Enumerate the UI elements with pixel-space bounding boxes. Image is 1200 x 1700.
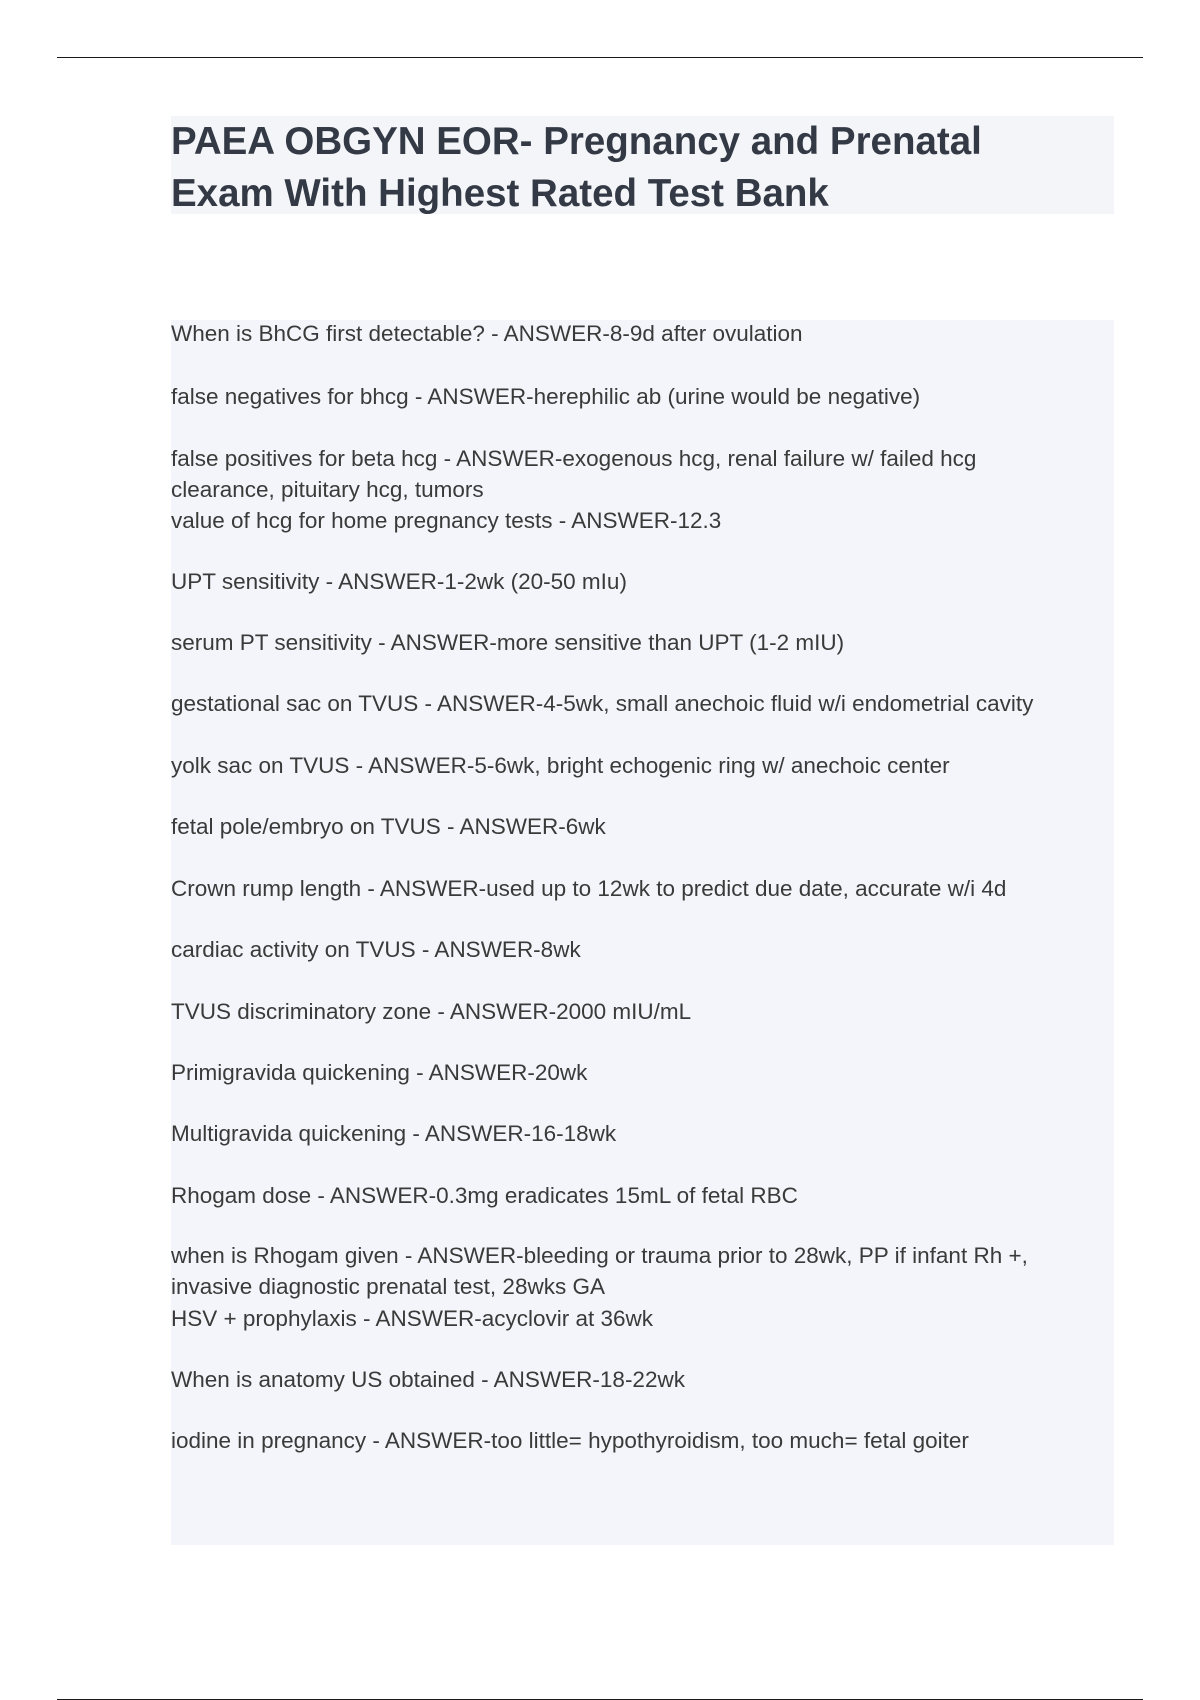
qa-item	[171, 688, 1114, 719]
qa-item-line: UPT sensitivity - ANSWER-1-2wk (20-50 mIu)	[171, 569, 627, 594]
qa-item	[171, 1118, 1114, 1149]
qa-item	[171, 996, 1114, 1027]
qa-item-line: When is BhCG first detectable? - ANSWER-8-9d after ovulation	[171, 321, 803, 346]
qa-item-line: iodine in pregnancy - ANSWER-too little= hypothyroidism, too much= fetal goiter	[171, 1428, 969, 1453]
qa-item-line: fetal pole/embryo on TVUS - ANSWER-6wk	[171, 814, 606, 839]
title-line-2: Exam With Highest Rated Test Bank	[171, 172, 829, 215]
qa-item-line: clearance, pituitary hcg, tumors	[171, 477, 484, 502]
qa-item-line: false negatives for bhcg - ANSWER-herephilic ab (urine would be negative)	[171, 384, 921, 409]
document-title	[171, 116, 1114, 220]
qa-item	[171, 627, 1114, 658]
qa-item-line: HSV + prophylaxis - ANSWER-acyclovir at 36wk	[171, 1306, 654, 1331]
qa-item	[171, 381, 1114, 412]
qa-item	[171, 566, 1114, 597]
document-title-block	[171, 116, 1114, 214]
qa-item-line: TVUS discriminatory zone - ANSWER-2000 mIU/mL	[171, 999, 692, 1024]
qa-item-line: gestational sac on TVUS - ANSWER-4-5wk, small anechoic fluid w/i endometrial cavity	[171, 691, 1034, 716]
qa-item-line: cardiac activity on TVUS - ANSWER-8wk	[171, 937, 581, 962]
qa-item-line: yolk sac on TVUS - ANSWER-5-6wk, bright echogenic ring w/ anechoic center	[171, 753, 950, 778]
qa-item-line: invasive diagnostic prenatal test, 28wks GA	[171, 1274, 605, 1299]
qa-item	[171, 443, 1114, 505]
qa-item-line: Primigravida quickening - ANSWER-20wk	[171, 1060, 588, 1085]
qa-item-line: Multigravida quickening - ANSWER-16-18wk	[171, 1121, 617, 1146]
qa-item	[171, 1425, 1114, 1456]
qa-item	[171, 873, 1114, 904]
qa-item	[171, 505, 1114, 536]
qa-item	[171, 811, 1114, 842]
qa-item-line: when is Rhogam given - ANSWER-bleeding or trauma prior to 28wk, PP if infant Rh +,	[171, 1243, 1028, 1268]
qa-item	[171, 1180, 1114, 1211]
qa-item	[171, 934, 1114, 965]
qa-item	[171, 1303, 1114, 1334]
title-line-1: PAEA OBGYN EOR- Pregnancy and Prenatal	[171, 120, 982, 163]
top-rule	[57, 57, 1143, 58]
qa-item-line: When is anatomy US obtained - ANSWER-18-22wk	[171, 1367, 685, 1392]
qa-block	[171, 320, 1114, 1545]
qa-item-line: Crown rump length - ANSWER-used up to 12wk to predict due date, accurate w/i 4d	[171, 876, 1007, 901]
qa-item	[171, 318, 1114, 349]
qa-item	[171, 750, 1114, 781]
qa-item-line: serum PT sensitivity - ANSWER-more sensitive than UPT (1-2 mIU)	[171, 630, 845, 655]
qa-item-line: value of hcg for home pregnancy tests - ANSWER-12.3	[171, 508, 722, 533]
qa-item-line: false positives for beta hcg - ANSWER-exogenous hcg, renal failure w/ failed hcg	[171, 446, 977, 471]
qa-item	[171, 1057, 1114, 1088]
qa-item	[171, 1240, 1114, 1302]
qa-item-line: Rhogam dose - ANSWER-0.3mg eradicates 15mL of fetal RBC	[171, 1183, 798, 1208]
qa-item	[171, 1364, 1114, 1395]
